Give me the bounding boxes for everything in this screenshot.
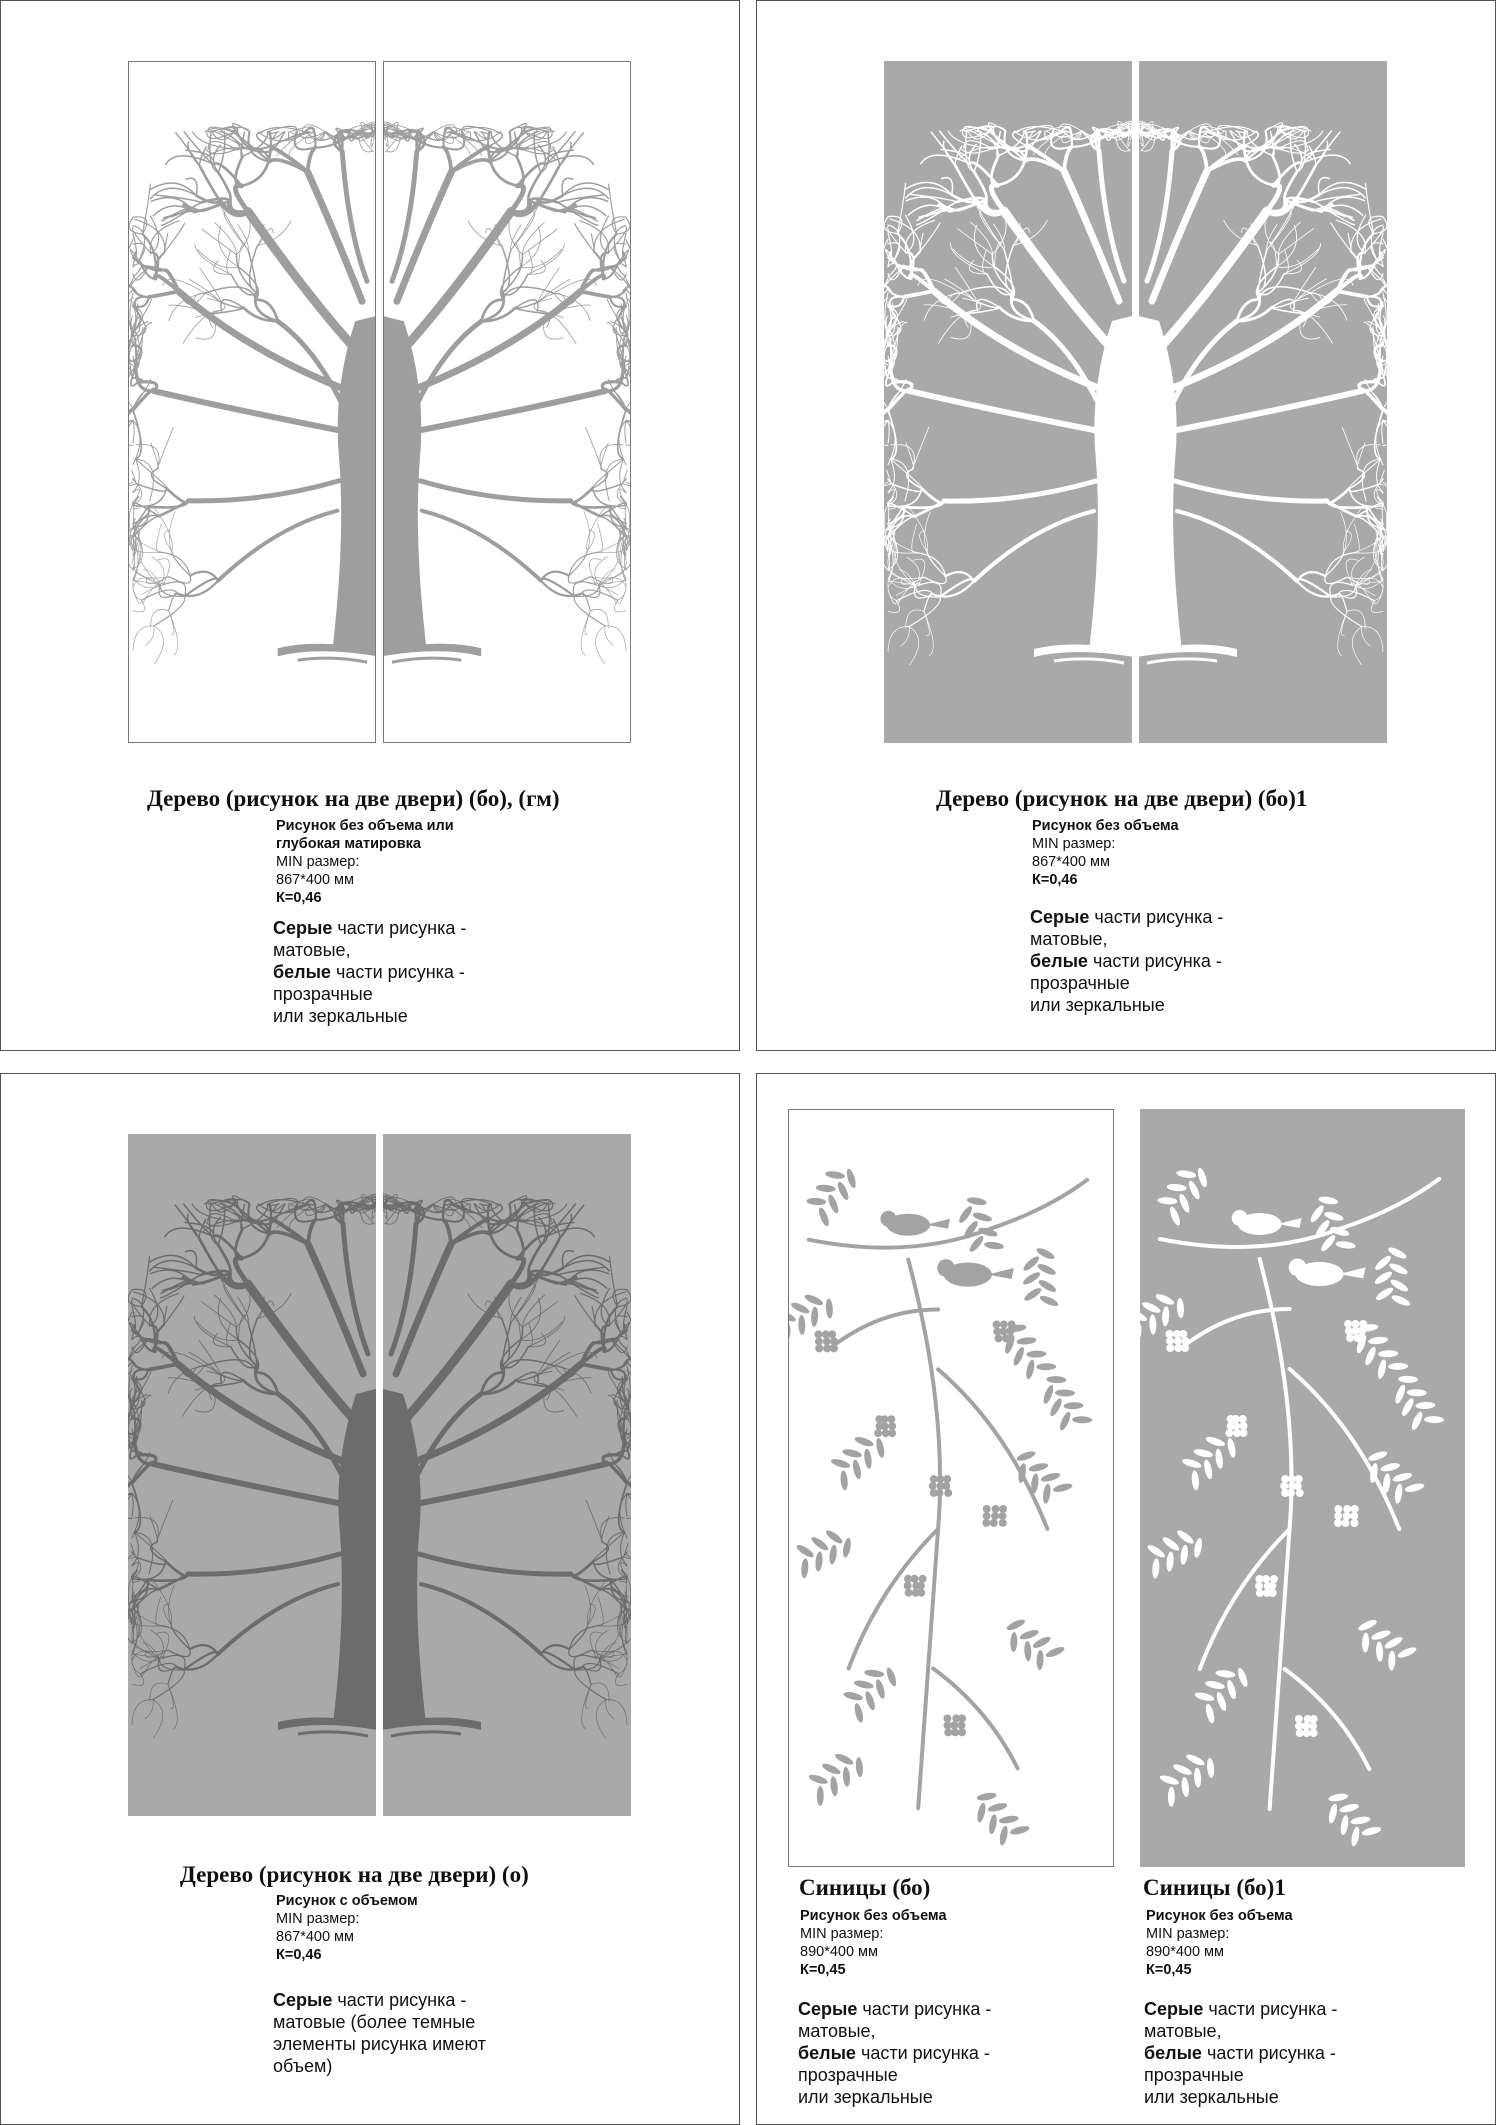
desc-line: Серые части рисунка - матовые, xyxy=(1144,1999,1338,2041)
desc-line: Серые части рисунка - матовые, xyxy=(1030,907,1224,949)
desc-line: Серые части рисунка - матовые, xyxy=(798,1999,992,2041)
desc-line: белые части рисунка - прозрачные xyxy=(1030,951,1222,993)
min-size-value: 890*400 мм xyxy=(1146,1944,1224,1960)
min-size-value: 890*400 мм xyxy=(800,1944,878,1960)
card-description xyxy=(1144,1998,1374,2108)
desc-line: Серые части рисунка - матовые (более темные элементы рисунка имеют объем) xyxy=(273,1990,486,2076)
titmice-panel-gray xyxy=(1140,1109,1465,1867)
desc-line: или зеркальные xyxy=(273,1006,408,1026)
desc-line: Серые части рисунка - матовые, xyxy=(273,918,467,960)
card-title: Дерево (рисунок на две двери) (бо), (гм) xyxy=(147,786,560,811)
card-info xyxy=(800,1907,1000,1979)
drawing-type: Рисунок без объема xyxy=(1146,1908,1293,1924)
card-title: Синицы (бо)1 xyxy=(1143,1875,1286,1900)
card-description xyxy=(273,917,503,1027)
tree-illustration-left xyxy=(884,61,1132,743)
desc-line: или зеркальные xyxy=(1144,2087,1279,2107)
titmice-panel-light xyxy=(788,1109,1114,1867)
card-info xyxy=(276,1892,496,1964)
k-coefficient: К=0,46 xyxy=(276,890,322,906)
min-size-label: MIN размер: xyxy=(1032,836,1116,852)
titmice-illustration xyxy=(789,1110,1113,1866)
min-size-value: 867*400 мм xyxy=(276,1929,354,1945)
desc-line: или зеркальные xyxy=(1030,995,1165,1015)
k-coefficient: К=0,45 xyxy=(1146,1962,1192,1978)
tree-illustration-right xyxy=(383,1134,631,1816)
card-description xyxy=(273,1989,503,2077)
card-info xyxy=(1146,1907,1346,1979)
door-panel-left xyxy=(884,61,1132,743)
door-panel-left xyxy=(128,61,376,743)
card-title: Синицы (бо) xyxy=(799,1875,931,1900)
card-info xyxy=(1032,817,1252,889)
drawing-type: Рисунок с объемом xyxy=(276,1893,418,1909)
k-coefficient: К=0,46 xyxy=(1032,872,1078,888)
tree-illustration-left xyxy=(128,1134,376,1816)
tree-illustration-right xyxy=(384,62,630,742)
card-title: Дерево (рисунок на две двери) (бо)1 xyxy=(936,786,1308,811)
drawing-type: Рисунок без объема xyxy=(800,1908,947,1924)
min-size-label: MIN размер: xyxy=(1146,1926,1230,1942)
card-description xyxy=(798,1998,1028,2108)
min-size-value: 867*400 мм xyxy=(276,872,354,888)
desc-line: или зеркальные xyxy=(798,2087,933,2107)
desc-line: белые части рисунка - прозрачные xyxy=(798,2043,990,2085)
min-size-value: 867*400 мм xyxy=(1032,854,1110,870)
drawing-type: Рисунок без объема xyxy=(1032,818,1179,834)
card-description xyxy=(1030,906,1260,1016)
min-size-label: MIN размер: xyxy=(276,1911,360,1927)
titmice-illustration xyxy=(1140,1109,1465,1867)
desc-line: белые части рисунка - прозрачные xyxy=(273,962,465,1004)
min-size-label: MIN размер: xyxy=(800,1926,884,1942)
tree-illustration-left xyxy=(129,62,375,742)
k-coefficient: К=0,45 xyxy=(800,1962,846,1978)
door-panel-right xyxy=(1139,61,1387,743)
desc-line: белые части рисунка - прозрачные xyxy=(1144,2043,1336,2085)
door-panel-right xyxy=(383,1134,631,1816)
card-title: Дерево (рисунок на две двери) (о) xyxy=(180,1862,529,1887)
k-coefficient: К=0,46 xyxy=(276,1947,322,1963)
drawing-type: Рисунок без объема или глубокая матировка xyxy=(276,818,454,852)
door-panel-left xyxy=(128,1134,376,1816)
door-panel-right xyxy=(383,61,631,743)
tree-illustration-right xyxy=(1139,61,1387,743)
card-info xyxy=(276,817,496,907)
min-size-label: MIN размер: xyxy=(276,854,360,870)
